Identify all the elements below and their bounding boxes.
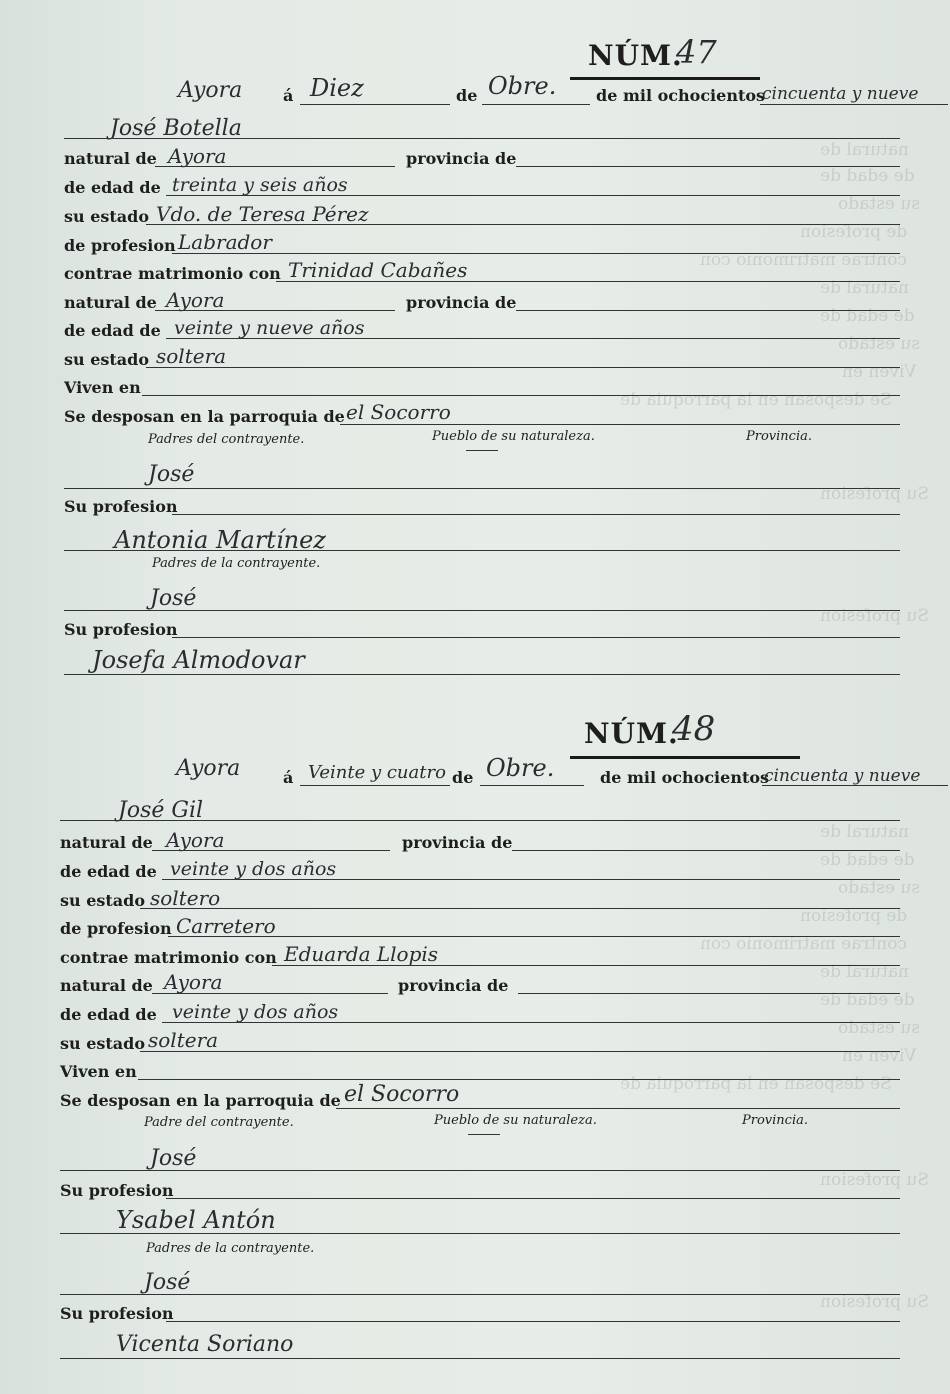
- groom-mother: Antonia Martínez: [114, 526, 326, 554]
- pueblo-label: Pueblo de su naturaleza.: [432, 429, 595, 444]
- contrae-label: contrae matrimonio con: [64, 264, 281, 283]
- groom-provincia-rule: [516, 166, 900, 167]
- groom-name: José Botella: [110, 116, 242, 141]
- bleed-through-text: de edad de: [820, 850, 915, 870]
- bride-father-profession-label: Su profesion: [64, 620, 178, 639]
- bleed-through-text: Viven en: [842, 362, 917, 382]
- provincia-col-label: Provincia.: [742, 1113, 808, 1128]
- bride-natural-rule: [155, 310, 395, 311]
- groom-father-rule: [60, 1170, 900, 1171]
- a-label: á: [283, 768, 294, 787]
- bleed-through-text: de edad de: [820, 990, 915, 1010]
- place-written: Ayora: [176, 756, 241, 781]
- month-rule: [480, 785, 584, 786]
- bride-age: veinte y nueve años: [174, 317, 365, 339]
- groom-profession-rule: [172, 253, 900, 254]
- parish: el Socorro: [344, 1082, 460, 1107]
- parroquia-label: Se desposan en la parroquia de: [60, 1091, 341, 1110]
- groom-status: Vdo. de Teresa Pérez: [156, 202, 369, 226]
- groom-status: soltero: [150, 886, 221, 910]
- groom-age-label: de edad de: [64, 178, 161, 197]
- groom-provincia-rule: [512, 850, 900, 851]
- place-written: Ayora: [178, 78, 243, 103]
- bride-natural-label: natural de: [60, 976, 153, 995]
- bride-age-label: de edad de: [64, 321, 161, 340]
- bleed-through-text: su estado: [838, 878, 920, 898]
- parish: el Socorro: [346, 400, 451, 424]
- year-written: cincuenta y nueve: [764, 766, 921, 786]
- groom-father-profession-rule: [166, 1198, 900, 1199]
- padres-contrayenta-label: Padres de la contrayente.: [152, 556, 321, 571]
- bride-father-profession-rule: [166, 1321, 900, 1322]
- groom-provincia-label: provincia de: [402, 833, 513, 852]
- groom-provincia-label: provincia de: [406, 149, 517, 168]
- bride-mother: Vicenta Soriano: [116, 1332, 294, 1357]
- bleed-through-text: Viven en: [842, 1046, 917, 1066]
- groom-natural-label: natural de: [60, 833, 153, 852]
- groom-profession: Carretero: [176, 914, 276, 938]
- bride-status-label: su estado: [64, 350, 150, 369]
- pueblo-mark: [468, 1134, 500, 1135]
- groom-natural-rule: [155, 166, 395, 167]
- groom-natural-label: natural de: [64, 149, 157, 168]
- bleed-through-text: Se desposan en la parroquia de: [620, 390, 892, 410]
- entry-number: 47: [676, 33, 717, 71]
- groom-father-profession-rule: [172, 514, 900, 515]
- groom-status-rule: [140, 908, 900, 909]
- groom-father-profession-label: Su profesion: [64, 497, 178, 516]
- bride-provincia-rule: [516, 310, 900, 311]
- groom-mother-rule: [60, 1233, 900, 1234]
- bleed-through-text: Su profesion: [820, 1292, 929, 1312]
- bride-provincia-label: provincia de: [406, 293, 517, 312]
- bride-mother-rule: [60, 1358, 900, 1359]
- groom-age-rule: [162, 879, 900, 880]
- padres-contrayenta-label: Padres de la contrayente.: [146, 1241, 315, 1256]
- year-written: cincuenta y nueve: [762, 84, 919, 104]
- bleed-through-text: contrae matrimonio con: [700, 934, 907, 954]
- year-prefix-label: de mil ochocientos: [596, 86, 766, 105]
- viven-label: Viven en: [60, 1062, 137, 1081]
- groom-father-rule: [64, 488, 900, 489]
- bride-name-rule: [272, 965, 900, 966]
- bride-age-label: de edad de: [60, 1005, 157, 1024]
- year-rule: [762, 785, 948, 786]
- padres-contrayente-label: Padre del contrayente.: [144, 1115, 294, 1130]
- groom-profession-label: de profesion: [64, 236, 176, 255]
- month-written: Obre.: [488, 72, 557, 100]
- groom-status-label: su estado: [60, 891, 146, 910]
- groom-natural: Ayora: [168, 144, 227, 168]
- bride-provincia-label: provincia de: [398, 976, 509, 995]
- de-label: de: [456, 86, 478, 105]
- provincia-col-label: Provincia.: [746, 429, 812, 444]
- day-rule: [300, 104, 450, 105]
- month-rule: [482, 104, 590, 105]
- groom-status-label: su estado: [64, 207, 150, 226]
- groom-natural: Ayora: [166, 828, 225, 852]
- day-rule: [300, 785, 450, 786]
- bleed-through-text: de edad de: [820, 306, 915, 326]
- groom-name: José Gil: [118, 798, 204, 823]
- contrae-label: contrae matrimonio con: [60, 948, 277, 967]
- padres-contrayente-label: Padres del contrayente.: [148, 432, 305, 447]
- bride-natural: Ayora: [164, 970, 223, 994]
- month-written: Obre.: [486, 754, 555, 782]
- groom-father: José: [150, 1146, 197, 1171]
- groom-profession-label: de profesion: [60, 919, 172, 938]
- day-written: Veinte y cuatro: [308, 762, 446, 783]
- bleed-through-text: natural de: [820, 278, 909, 298]
- bleed-through-text: su estado: [838, 194, 920, 214]
- bride-name-rule: [276, 281, 900, 282]
- bride-provincia-rule: [518, 993, 900, 994]
- bride-father-rule: [60, 1294, 900, 1295]
- bleed-through-text: natural de: [820, 140, 909, 160]
- pueblo-mark: [466, 450, 498, 451]
- number-rule: [570, 756, 800, 759]
- entry-number-label: NÚM.: [588, 39, 683, 72]
- bride-father: José: [150, 586, 197, 611]
- bride-status-rule: [140, 1051, 900, 1052]
- bleed-through-text: de profesion: [800, 906, 908, 926]
- bride-age-rule: [166, 338, 900, 339]
- bride-age-rule: [162, 1022, 900, 1023]
- groom-status-rule: [146, 224, 900, 225]
- groom-profession-rule: [168, 936, 900, 937]
- groom-age: veinte y dos años: [170, 858, 337, 880]
- groom-age-rule: [166, 195, 900, 196]
- bleed-through-text: natural de: [820, 962, 909, 982]
- bride-status-rule: [146, 367, 900, 368]
- bleed-through-text: Su profesion: [820, 606, 929, 626]
- groom-mother-rule: [64, 550, 900, 551]
- bleed-through-text: Se desposan en la parroquia de: [620, 1074, 892, 1094]
- bride-name: Eduarda Llopis: [284, 942, 439, 966]
- bride-natural-label: natural de: [64, 293, 157, 312]
- number-rule: [570, 77, 760, 80]
- bride-mother-rule: [64, 674, 900, 675]
- parroquia-label: Se desposan en la parroquia de: [64, 407, 345, 426]
- groom-name-rule: [60, 820, 900, 821]
- bride-mother: Josefa Almodovar: [92, 646, 305, 674]
- bleed-through-text: Su profesion: [820, 484, 929, 504]
- bleed-through-text: su estado: [838, 1018, 920, 1038]
- parroquia-rule: [340, 424, 900, 425]
- viven-rule: [138, 1079, 900, 1080]
- groom-age-label: de edad de: [60, 862, 157, 881]
- groom-father-profession-label: Su profesion: [60, 1181, 174, 1200]
- viven-label: Viven en: [64, 378, 141, 397]
- pueblo-label: Pueblo de su naturaleza.: [434, 1113, 597, 1128]
- viven-rule: [142, 395, 900, 396]
- entry-number: 48: [672, 709, 716, 749]
- year-prefix-label: de mil ochocientos: [600, 768, 770, 787]
- groom-age: treinta y seis años: [172, 174, 348, 196]
- bride-father-profession-label: Su profesion: [60, 1304, 174, 1323]
- bride-status: soltera: [156, 344, 227, 368]
- bride-father-profession-rule: [172, 637, 900, 638]
- bride-status: soltera: [148, 1028, 219, 1052]
- groom-mother: Ysabel Antón: [116, 1206, 276, 1234]
- bleed-through-text: contrae matrimonio con: [700, 250, 907, 270]
- bride-father-rule: [64, 610, 900, 611]
- parroquia-rule: [336, 1108, 900, 1109]
- bleed-through-text: natural de: [820, 822, 909, 842]
- bride-name: Trinidad Cabañes: [288, 258, 468, 282]
- bride-age: veinte y dos años: [172, 1001, 339, 1023]
- entry-number-label: NÚM.: [584, 717, 679, 750]
- year-rule: [760, 104, 948, 105]
- a-label: á: [283, 86, 294, 105]
- groom-natural-rule: [152, 850, 390, 851]
- bleed-through-text: de edad de: [820, 166, 915, 186]
- groom-profession: Labrador: [178, 230, 272, 254]
- bride-natural-rule: [152, 993, 388, 994]
- bleed-through-text: su estado: [838, 334, 920, 354]
- bride-status-label: su estado: [60, 1034, 146, 1053]
- groom-father: José: [148, 462, 195, 487]
- bride-father: José: [144, 1270, 191, 1295]
- bride-natural: Ayora: [166, 288, 225, 312]
- de-label: de: [452, 768, 474, 787]
- bleed-through-text: Su profesion: [820, 1170, 929, 1190]
- groom-name-rule: [64, 138, 900, 139]
- bleed-through-text: de profesion: [800, 222, 908, 242]
- day-written: Diez: [310, 74, 364, 102]
